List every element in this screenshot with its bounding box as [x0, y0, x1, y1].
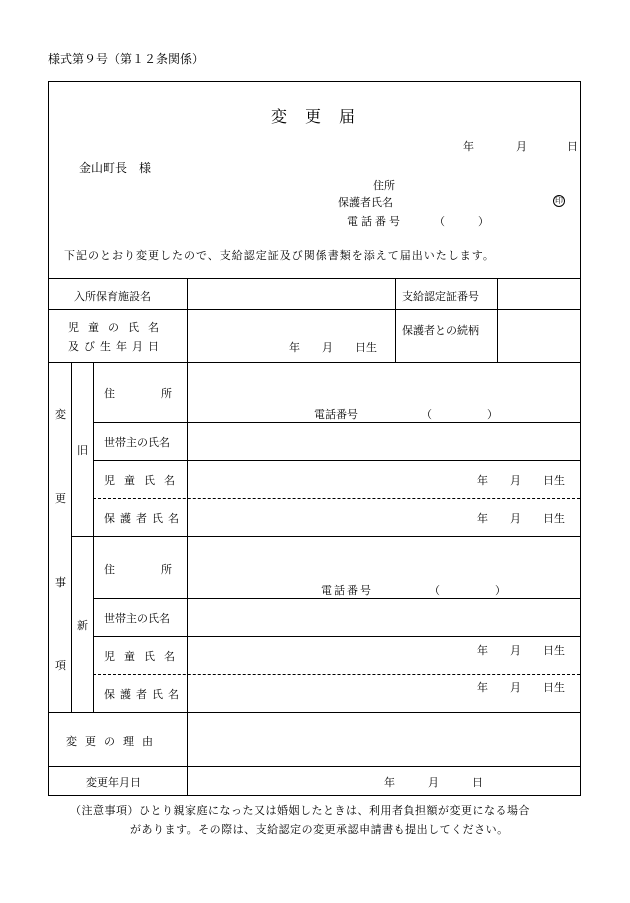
old-label: 旧: [77, 444, 88, 457]
new-householder-label: 世帯主の氏名: [104, 612, 170, 625]
notes-line-2: があります。その際は、支給認定の変更承認申請書も提出してください。: [130, 823, 509, 836]
cert-number-label: 支給認定証番号: [402, 290, 479, 303]
date-year-label: 年: [463, 140, 474, 153]
new-child-birth-date: 年 月 日生: [477, 644, 565, 657]
new-phone-label: 電話番号: [321, 584, 373, 597]
new-guardian-name-label: 保護者氏名: [104, 688, 184, 701]
change-date-label: 変更年月日: [86, 776, 141, 789]
date-month-label: 月: [516, 140, 527, 153]
old-child-birth-date: 年 月 日生: [477, 474, 565, 487]
facility-label: 入所保育施設名: [74, 290, 151, 303]
change-items-char-4: 項: [55, 659, 66, 672]
child-birth-date: 年 月 日生: [289, 341, 377, 354]
change-items-char-2: 更: [55, 492, 66, 505]
new-label: 新: [77, 619, 88, 632]
old-child-name-label: 児童氏名: [104, 474, 184, 487]
change-date-value: 年 月 日: [384, 776, 483, 789]
change-items-char-3: 事: [55, 576, 66, 589]
child-label-line1: 児童の氏名: [68, 321, 168, 334]
statement: 下記のとおり変更したので、支給認定証及び関係書類を添えて届出いたします。: [64, 249, 495, 262]
old-guardian-birth-date: 年 月 日生: [477, 512, 565, 525]
old-householder-label: 世帯主の氏名: [104, 436, 170, 449]
change-items-char-1: 変: [55, 408, 66, 421]
old-guardian-name-label: 保護者氏名: [104, 512, 184, 525]
reason-label: 変更の理由: [66, 735, 161, 748]
old-address-label: 住所: [104, 387, 218, 400]
new-address-label: 住所: [104, 563, 218, 576]
seal-mark: 印: [555, 196, 563, 205]
applicant-guardian-name-label: 保護者氏名: [338, 196, 393, 209]
date-day-label: 日: [567, 140, 578, 153]
notes-line-1: （注意事項）ひとり親家庭になった又は婚姻したときは、利用者負担額が変更になる場合: [70, 804, 530, 817]
new-phone-parens: （ ）: [429, 584, 506, 597]
applicant-address-label: 住所: [373, 179, 395, 192]
form-number: 様式第９号（第１２条関係）: [48, 52, 205, 66]
new-child-name-label: 児童氏名: [104, 650, 184, 663]
applicant-phone-label: 電話番号: [347, 215, 403, 228]
old-phone-label: 電話番号: [314, 408, 358, 421]
child-label-line2: 及び生年月日: [68, 340, 164, 353]
change-notification-form: [48, 81, 581, 796]
relation-label: 保護者との続柄: [402, 324, 479, 337]
new-guardian-birth-date: 年 月 日生: [477, 681, 565, 694]
old-phone-parens: （ ）: [421, 408, 498, 421]
addressee: 金山町長 様: [79, 161, 152, 175]
applicant-phone-parens: （ ）: [434, 215, 489, 228]
form-title: 変更届: [271, 107, 374, 126]
